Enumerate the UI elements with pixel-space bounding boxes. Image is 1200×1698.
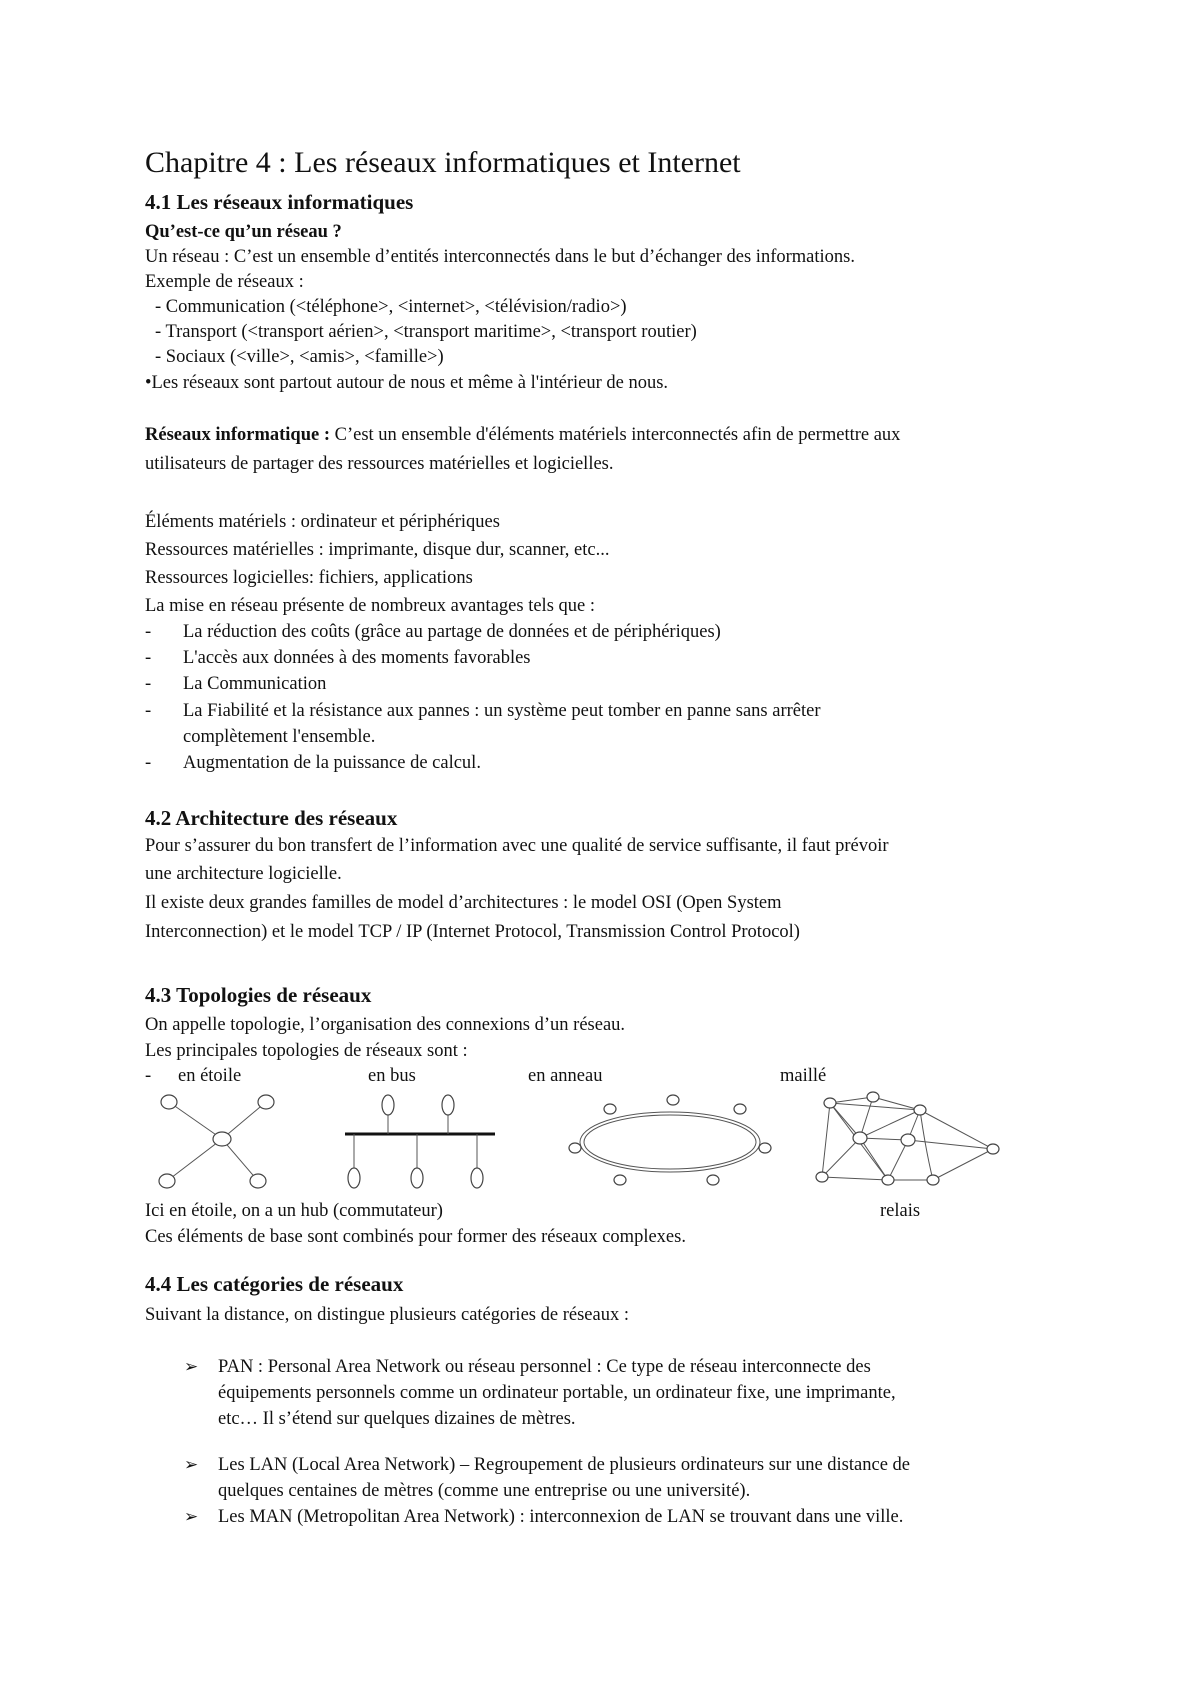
example-item: - Sociaux (<ville>, <amis>, <famille>) bbox=[155, 347, 444, 367]
topology-definition: On appelle topologie, l’organisation des connexions d’un réseau. bbox=[145, 1015, 626, 1035]
label-mesh: maillé bbox=[780, 1066, 827, 1086]
pan-item: PAN : Personal Area Network ou réseau personnel : Ce type de réseau interconnecte des bbox=[218, 1357, 871, 1377]
example-item: - Communication (<téléphone>, <internet>, <télévision/radio>) bbox=[155, 297, 627, 317]
examples-label: Exemple de réseaux : bbox=[145, 272, 304, 292]
list-dash: - bbox=[145, 753, 152, 773]
architecture-paragraph-cont: une architecture logicielle. bbox=[145, 864, 342, 884]
lan-item: Les LAN (Local Area Network) – Regroupement de plusieurs ordinateurs sur une distance de bbox=[218, 1455, 910, 1475]
advantage-item: Augmentation de la puissance de calcul. bbox=[183, 753, 481, 773]
label-star: en étoile bbox=[178, 1066, 242, 1086]
man-item: Les MAN (Metropolitan Area Network) : interconnexion de LAN se trouvant dans une ville. bbox=[218, 1507, 904, 1527]
hub-caption: Ici en étoile, on a un hub (commutateur) bbox=[145, 1201, 443, 1221]
advantage-item-cont: complètement l'ensemble. bbox=[183, 727, 376, 747]
list-dash: - bbox=[145, 701, 152, 721]
pan-item-cont: etc… Il s’étend sur quelques dizaines de mètres. bbox=[218, 1409, 576, 1429]
section-4-1-heading: 4.1 Les réseaux informatiques bbox=[145, 190, 414, 214]
page-title: Chapitre 4 : Les réseaux informatiques et Internet bbox=[145, 146, 741, 179]
list-dash: - bbox=[145, 1066, 152, 1086]
label-bus: en bus bbox=[368, 1066, 416, 1086]
star-topology-diagram bbox=[150, 1092, 295, 1192]
advantage-item: La réduction des coûts (grâce au partage de données et de périphériques) bbox=[183, 622, 721, 642]
model-families: Il existe deux grandes familles de model d’architectures : le model OSI (Open System bbox=[145, 893, 782, 913]
question-heading: Qu’est-ce qu’un réseau ? bbox=[145, 222, 342, 242]
computer-network-definition bbox=[145, 423, 900, 447]
arrow-bullet-icon: ➢ bbox=[184, 1357, 199, 1376]
advantage-item: La Fiabilité et la résistance aux pannes : un système peut tomber en panne sans arrêter bbox=[183, 701, 821, 721]
arrow-bullet-icon: ➢ bbox=[184, 1507, 199, 1526]
bus-topology-diagram bbox=[340, 1092, 500, 1192]
architecture-paragraph: Pour s’assurer du bon transfert de l’information avec une qualité de service suffisante, il faut prévoir bbox=[145, 836, 889, 856]
mesh-topology-diagram bbox=[808, 1092, 1008, 1192]
topologies-intro: Les principales topologies de réseaux sont : bbox=[145, 1041, 468, 1061]
advantages-intro: La mise en réseau présente de nombreux avantages tels que : bbox=[145, 596, 595, 616]
section-4-3-heading: 4.3 Topologies de réseaux bbox=[145, 983, 372, 1007]
model-families-cont: Interconnection) et le model TCP / IP (Internet Protocol, Transmission Control Protocol) bbox=[145, 922, 800, 942]
everywhere-note: •Les réseaux sont partout autour de nous et même à l'intérieur de nous. bbox=[145, 373, 669, 393]
computer-network-text: C’est un ensemble d'éléments matériels interconnectés afin de permettre aux bbox=[329, 425, 901, 445]
list-dash: - bbox=[145, 648, 152, 668]
pan-item-cont: équipements personnels comme un ordinateur portable, un ordinateur fixe, une imprimante, bbox=[218, 1383, 896, 1403]
advantage-item: La Communication bbox=[183, 674, 327, 694]
computer-network-label: Réseaux informatique : bbox=[145, 425, 330, 445]
example-item: - Transport (<transport aérien>, <transport maritime>, <transport routier) bbox=[155, 322, 697, 342]
software-resources: Ressources logicielles: fichiers, applications bbox=[145, 568, 473, 588]
network-definition: Un réseau : C’est un ensemble d’entités interconnectés dans le but d’échanger des informations. bbox=[145, 247, 855, 267]
label-ring: en anneau bbox=[528, 1066, 603, 1086]
combined-note: Ces éléments de base sont combinés pour former des réseaux complexes. bbox=[145, 1227, 686, 1247]
list-dash: - bbox=[145, 674, 152, 694]
section-4-4-heading: 4.4 Les catégories de réseaux bbox=[145, 1272, 404, 1296]
hardware-resources: Ressources matérielles : imprimante, disque dur, scanner, etc... bbox=[145, 540, 610, 560]
computer-network-text-cont: utilisateurs de partager des ressources matérielles et logicielles. bbox=[145, 454, 614, 474]
arrow-bullet-icon: ➢ bbox=[184, 1455, 199, 1474]
lan-item-cont: quelques centaines de mètres (comme une entreprise ou une université). bbox=[218, 1481, 751, 1501]
relay-caption: relais bbox=[880, 1201, 921, 1221]
section-4-2-heading: 4.2 Architecture des réseaux bbox=[145, 806, 398, 830]
hardware-elements: Éléments matériels : ordinateur et périphériques bbox=[145, 512, 500, 532]
list-dash: - bbox=[145, 622, 152, 642]
advantage-item: L'accès aux données à des moments favorables bbox=[183, 648, 531, 668]
ring-topology-diagram bbox=[565, 1092, 780, 1192]
categories-intro: Suivant la distance, on distingue plusieurs catégories de réseaux : bbox=[145, 1305, 629, 1325]
